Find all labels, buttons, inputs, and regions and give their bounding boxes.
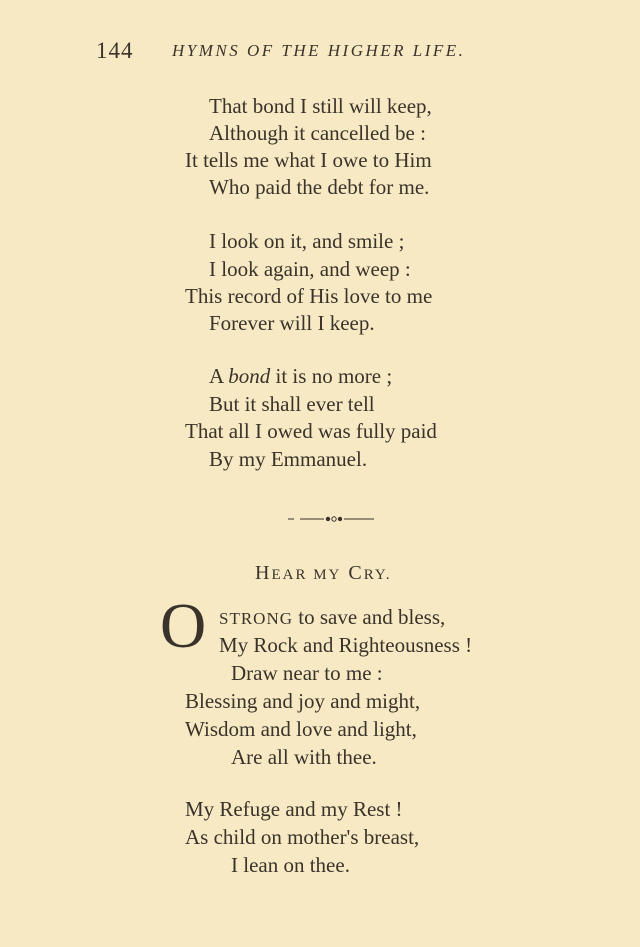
verse-line: Draw near to me : — [231, 661, 383, 685]
page-number: 144 — [96, 38, 134, 63]
verse-line: This record of His love to me — [185, 284, 433, 308]
verse-text: it is no more ; — [275, 364, 393, 388]
drop-cap: O — [160, 590, 207, 661]
verse-line: My Rock and Righteousness ! — [219, 633, 473, 657]
title-letter: H — [255, 562, 272, 584]
title-letter: C — [348, 562, 364, 584]
verse-line: It tells me what I owe to Him — [185, 148, 432, 172]
verse-line: By my Emmanuel. — [209, 447, 368, 471]
verse-line: But it shall ever tell — [209, 392, 375, 416]
verse-line: That all I owed was fully paid — [185, 419, 437, 443]
verse-text: to save and bless, — [298, 605, 446, 629]
emphasized-word: bond — [228, 364, 271, 388]
verse-line: Blessing and joy and might, — [185, 689, 421, 713]
verse-line: I lean on thee. — [231, 853, 350, 877]
verse-line: My Refuge and my Rest ! — [185, 797, 403, 821]
verse-line: That bond I still will keep, — [209, 94, 432, 118]
verse-line: I look on it, and smile ; — [209, 229, 405, 253]
verse-smallcaps: STRONG — [219, 609, 294, 628]
title-smallcaps: EAR MY — [271, 567, 342, 583]
verse-line: Forever will I keep. — [209, 311, 375, 335]
verse-line: Are all with thee. — [231, 745, 377, 769]
verse-line — [209, 363, 392, 389]
verse-text: A — [209, 364, 224, 388]
verse-line: I look again, and weep : — [209, 257, 411, 281]
page-header — [96, 38, 616, 68]
title-smallcaps: RY. — [363, 567, 392, 583]
running-title: HYMNS OF THE HIGHER LIFE. — [172, 41, 466, 60]
verse-line — [219, 604, 445, 632]
verse-line: Wisdom and love and light, — [185, 717, 417, 741]
verse-line: Although it cancelled be : — [209, 121, 426, 145]
poem-title — [255, 562, 392, 585]
ornament-divider — [284, 511, 376, 527]
verse-line: As child on mother's breast, — [185, 825, 420, 849]
verse-line: Who paid the debt for me. — [209, 175, 430, 199]
